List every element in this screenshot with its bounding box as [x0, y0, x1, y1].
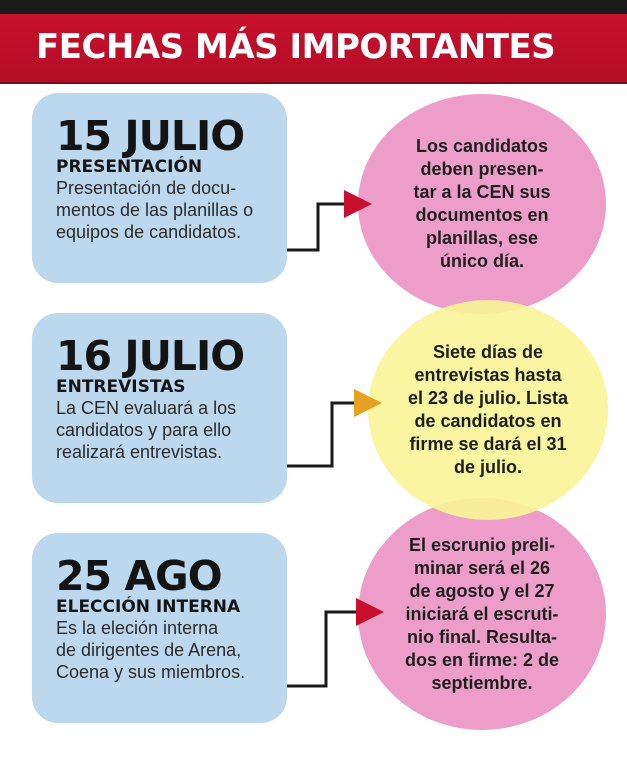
date-box-1: [32, 93, 287, 283]
date-label-1: 15 JULIO: [56, 112, 245, 160]
top-dark-bar: [0, 0, 627, 14]
event-label-3: ELECCIÓN INTERNA: [56, 597, 241, 617]
date-box-2: [32, 313, 287, 503]
connector-line-1: [287, 204, 352, 250]
date-label-3: 25 AGO: [56, 552, 222, 600]
date-label-2: 16 JULIO: [56, 332, 245, 380]
event-description-3: Es la eleción interna de dirigentes de Arena, Coena y sus miembros.: [56, 618, 246, 682]
note-text-3: El escrunio preli- minar será el 26 de agosto y el 27 iniciará el escruti- nio final. Resulta- dos en firme: 2 de septiembre.: [404, 534, 560, 693]
note-circle-3: [358, 498, 606, 730]
note-text-1: Los candidatos deben presen- tar a la CEN sus documentos en planillas, ese único día.: [413, 136, 551, 271]
note-circle-1: [358, 94, 606, 314]
date-box-3: [32, 533, 287, 723]
note-text-2: Siete días de entrevistas hasta el 23 de julio. Lista de candidatos en firme se dará el 31 de julio.: [407, 342, 569, 477]
page-title: FECHAS MÁS IMPORTANTES: [36, 27, 556, 67]
event-description-2: La CEN evaluará a los candidatos y para ello realizará entrevistas.: [56, 398, 237, 462]
event-description-1: Presentación de docu- mentos de las planillas o equipos de candidatos.: [56, 178, 254, 242]
connector-line-3: [287, 612, 362, 686]
event-label-1: PRESENTACIÓN: [56, 157, 203, 177]
event-label-2: ENTREVISTAS: [56, 377, 186, 397]
connector-line-2: [287, 403, 360, 466]
note-circle-2: [368, 300, 608, 520]
header-banner: [0, 14, 627, 84]
